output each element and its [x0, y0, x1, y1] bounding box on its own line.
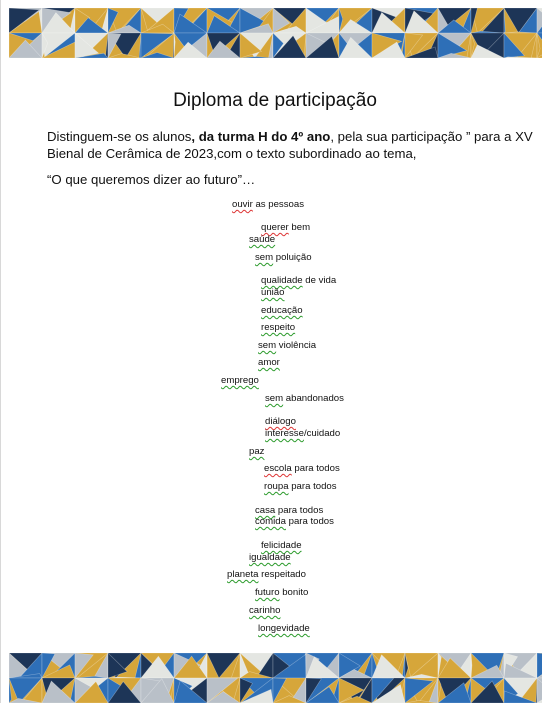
poem-line — [264, 463, 340, 474]
tile-triangle — [537, 678, 542, 703]
poem-word: união — [261, 287, 285, 298]
poem-line — [249, 552, 291, 563]
poem-line — [261, 540, 302, 551]
poem-line — [264, 481, 337, 492]
poem-line — [258, 357, 280, 368]
theme-line: “O que queremos dizer ao futuro”… — [47, 172, 256, 187]
poem-word: felicidade — [261, 540, 302, 551]
poem-word: planeta — [227, 569, 259, 580]
poem-rest: para todos — [275, 505, 324, 516]
poem-rest: para todos — [288, 481, 337, 492]
poem-rest: para todos — [291, 463, 340, 474]
poem-line — [255, 587, 308, 598]
tile-banner-bottom — [9, 653, 542, 703]
poem-line — [265, 428, 340, 439]
intro-text-part2: , pela sua participação ” para a XV Bienal de Cerâmica de 2023,com o texto subordinado ao tema, — [47, 129, 533, 161]
poem-line — [232, 199, 304, 210]
poem-word: interesse — [265, 428, 304, 439]
poem-line — [265, 416, 296, 427]
poem-word: longevidade — [258, 623, 310, 634]
intro-paragraph — [47, 128, 537, 162]
poem-line — [261, 222, 310, 233]
poem-word: querer — [261, 222, 289, 233]
poem-line — [261, 322, 295, 333]
poem-word: sem — [255, 252, 274, 263]
poem-line — [261, 287, 284, 298]
poem-word: sem — [265, 393, 284, 404]
poem-word: sem — [258, 340, 277, 351]
azulejo-pattern-top — [9, 8, 542, 58]
poem-rest: as pessoas — [252, 199, 304, 210]
poem-word: futuro — [255, 587, 280, 598]
poem-rest: abandonados — [283, 393, 344, 404]
poem-word: educação — [261, 305, 303, 316]
intro-text-part1: Distinguem-se os alunos — [47, 129, 192, 144]
poem-line — [249, 605, 280, 616]
poem-rest: de vida — [302, 275, 337, 286]
tile-banner-top — [9, 8, 542, 58]
poem-word: igualdade — [249, 552, 291, 563]
poem-line — [261, 275, 336, 286]
poem-word: qualidade — [261, 275, 303, 286]
poem-word: escola — [264, 463, 292, 474]
poem-word: emprego — [221, 375, 259, 386]
poem-word: paz — [249, 446, 265, 457]
poem-rest: /cuidado — [303, 428, 341, 439]
poem-line — [255, 252, 312, 263]
poem-rest: bem — [288, 222, 311, 233]
poem-line — [258, 623, 310, 634]
poem-line — [249, 234, 275, 245]
poem-word: casa — [255, 505, 276, 516]
tile-triangle — [537, 653, 542, 678]
poem-rest: bonito — [279, 587, 309, 598]
poem-word: diálogo — [265, 416, 296, 427]
poem-line — [227, 569, 306, 580]
poem-word: comida — [255, 516, 286, 527]
poem-rest: poluição — [273, 252, 312, 263]
poem-word: respeito — [261, 322, 296, 333]
poem-rest: violência — [276, 340, 317, 351]
poem-word: roupa — [264, 481, 289, 492]
poem-word: saúde — [249, 234, 276, 245]
intro-class-bold: , da turma H do 4º ano — [191, 129, 331, 144]
poem-word: carinho — [249, 605, 281, 616]
poem-rest: para todos — [285, 516, 334, 527]
diploma-title: Diploma de participação — [173, 90, 377, 111]
poem-word: ouvir — [232, 199, 253, 210]
poem-line — [255, 516, 334, 527]
poem-line — [255, 505, 323, 516]
poem-line — [258, 340, 316, 351]
poem-line — [249, 446, 264, 457]
poem-word: amor — [258, 357, 280, 368]
azulejo-pattern-bottom — [9, 653, 542, 703]
poem-line — [221, 375, 259, 386]
poem-rest: respeitado — [258, 569, 306, 580]
poem-line — [261, 305, 303, 316]
poem-line — [265, 393, 344, 404]
